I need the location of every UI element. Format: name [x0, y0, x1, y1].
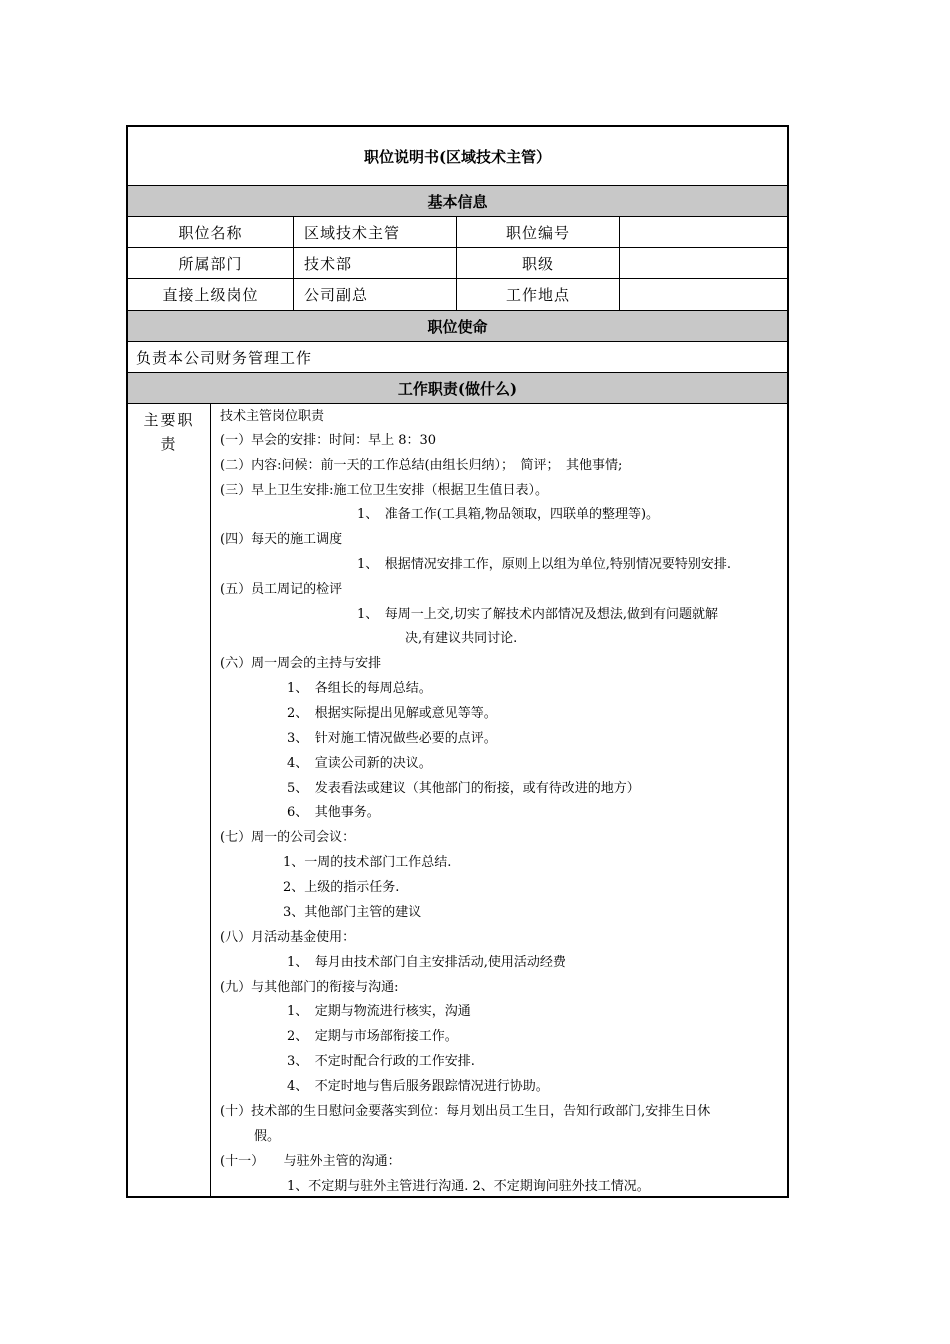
section-header-duties: 工作职责(做什么)	[128, 373, 787, 404]
duty-line: 1、 每月由技术部门自主安排活动,使用活动经费	[287, 955, 566, 970]
duty-line: 3、其他部门主管的建议	[283, 905, 422, 920]
duty-line: 1、 定期与物流进行核实，沟通	[287, 1004, 471, 1019]
duty-line: 3、 针对施工情况做些必要的点评。	[287, 731, 497, 746]
label-work-location: 工作地点	[457, 279, 620, 310]
value-grade	[620, 248, 787, 278]
duty-line: 3、 不定时配合行政的工作安排.	[287, 1054, 475, 1069]
duty-line: 假。	[254, 1129, 281, 1144]
duty-line: 技术主管岗位职责	[220, 409, 325, 424]
duty-line: (十）技术部的生日慰问金要落实到位：每月划出员工生日，告知行政部门,安排生日休	[220, 1104, 711, 1119]
document-title: 职位说明书(区域技术主管）	[128, 127, 787, 186]
duty-line: 1、 各组长的每周总结。	[287, 681, 432, 696]
duty-line: 1、 准备工作(工具箱,物品领取，四联单的整理等)。	[357, 507, 660, 522]
duty-line: (三）早上卫生安排:施工位卫生安排（根据卫生值日表）。	[220, 483, 548, 498]
duties-content	[211, 404, 787, 1196]
duty-line: (六）周一周会的主持与安排	[220, 656, 382, 671]
duties-section	[128, 404, 787, 1196]
duty-line: (四）每天的施工调度	[220, 532, 343, 547]
info-row-1	[128, 217, 787, 248]
value-work-location	[620, 279, 787, 310]
section-header-mission: 职位使命	[128, 311, 787, 342]
label-department: 所属部门	[128, 248, 294, 278]
value-position-code	[620, 217, 787, 247]
section-header-basic-info: 基本信息	[128, 186, 787, 217]
mission-text: 负责本公司财务管理工作	[128, 342, 787, 373]
duty-line: 决,有建议共同讨论.	[405, 631, 518, 646]
duty-line: 2、 定期与市场部衔接工作。	[287, 1029, 458, 1044]
label-position-name: 职位名称	[128, 217, 294, 247]
duty-line: 1、一周的技术部门工作总结.	[283, 855, 452, 870]
value-department: 技术部	[294, 248, 457, 278]
duty-line: (二）内容:问候：前一天的工作总结(由组长归纳）； 简评； 其他事情;	[220, 458, 623, 473]
duty-line: 1、 每周一上交,切实了解技术内部情况及想法,做到有问题就解	[357, 607, 719, 622]
duty-line: (一）早会的安排：时间：早上 8：30	[220, 433, 437, 448]
job-description-table	[126, 125, 789, 1198]
info-row-3	[128, 279, 787, 311]
duty-line: 4、 不定时地与售后服务跟踪情况进行协助。	[287, 1079, 549, 1094]
info-row-2	[128, 248, 787, 279]
duty-line: (七）周一的公司会议：	[220, 830, 356, 845]
duty-line: 1、 根据情况安排工作，原则上以组为单位,特别情况要特别安排.	[357, 557, 732, 572]
label-position-code: 职位编号	[457, 217, 620, 247]
duty-line: 5、 发表看法或建议（其他部门的衔接，或有待改进的地方）	[287, 781, 640, 796]
duty-line: 1、不定期与驻外主管进行沟通. 2、不定期询问驻外技工情况。	[287, 1179, 650, 1194]
duty-line: (五）员工周记的检评	[220, 582, 343, 597]
label-supervisor: 直接上级岗位	[128, 279, 294, 310]
duties-label-line-1: 主要职	[143, 411, 195, 429]
label-grade: 职级	[457, 248, 620, 278]
duty-line: 2、上级的指示任务.	[283, 880, 400, 895]
duty-line: 4、 宣读公司新的决议。	[287, 756, 432, 771]
duty-line: 6、 其他事务。	[287, 805, 380, 820]
duty-line: (八）月活动基金使用：	[220, 930, 356, 945]
duty-line: 2、 根据实际提出见解或意见等等。	[287, 706, 497, 721]
duties-label-line-2: 责	[160, 435, 178, 453]
duty-line: (九）与其他部门的衔接与沟通:	[220, 980, 399, 995]
duty-line: (十一） 与驻外主管的沟通：	[220, 1154, 401, 1169]
value-supervisor: 公司副总	[294, 279, 457, 310]
duties-label	[128, 404, 211, 1196]
value-position-name: 区域技术主管	[294, 217, 457, 247]
